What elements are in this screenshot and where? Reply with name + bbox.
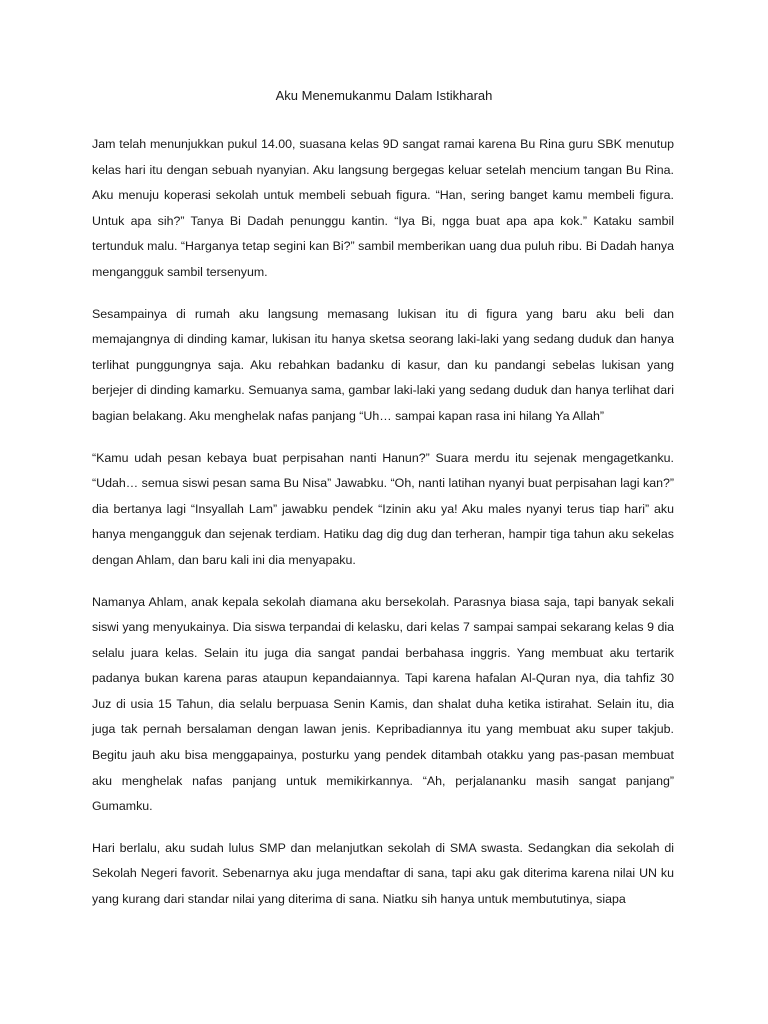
document-body <box>92 132 674 929</box>
paragraph: “Kamu udah pesan kebaya buat perpisahan nanti Hanun?” Suara merdu itu sejenak mengagetkanku. “Udah… semua siswi pesan sama Bu Nisa” Jawabku. “Oh, nanti latihan nyanyi buat perpisahan lagi kan?” dia bertanya lagi “Insyallah Lam” jawabku pendek “Izinin aku ya! Aku males nyanyi terus tiap hari” aku hanya mengangguk dan sejenak terdiam. Hatiku dag dig dug dan terheran, hampir tiga tahun aku sekelas dengan Ahlam, dan baru kali ini dia menyapaku. <box>92 450 674 567</box>
paragraph: Namanya Ahlam, anak kepala sekolah diamana aku bersekolah. Parasnya biasa saja, tapi banyak sekali siswi yang menyukainya. Dia siswa terpandai di kelasku, dari kelas 7 sampai sampai sekarang kelas 9 dia selalu juara kelas. Selain itu juga dia sangat pandai berbahasa inggris. Yang membuat aku tertarik padanya bukan karena paras ataupun kepandaiannya. Tapi karena hafalan Al-Quran nya, dia tahfiz 30 Juz di usia 15 Tahun, dia selalu berpuasa Senin Kamis, dan shalat duha ketika istirahat. Selain itu, dia juga tak pernah bersalaman dengan lawan jenis. Kepribadiannya itu yang membuat aku super takjub. Begitu jauh aku bisa menggapainya, posturku yang pendek ditambah otakku yang pas-pasan membuat aku menghelak nafas panjang untuk memikirkannya. “Ah, perjalananku masih sangat panjang” Gumamku. <box>92 594 674 814</box>
paragraph: Hari berlalu, aku sudah lulus SMP dan melanjutkan sekolah di SMA swasta. Sedangkan dia sekolah di Sekolah Negeri favorit. Sebenarnya aku juga mendaftar di sana, tapi aku gak diterima karena nilai UN ku yang kurang dari standar nilai yang diterima di sana. Niatku sih hanya untuk membututinya, siapa <box>92 840 674 907</box>
document-title: Aku Menemukanmu Dalam Istikharah <box>275 88 493 103</box>
paragraph: Jam telah menunjukkan pukul 14.00, suasana kelas 9D sangat ramai karena Bu Rina guru SBK menutup kelas hari itu dengan sebuah nyanyian. Aku langsung bergegas keluar setelah mencium tangan Bu Rina. Aku menuju koperasi sekolah untuk membeli sebuah figura. “Han, sering banget kamu membeli figura. Untuk apa sih?” Tanya Bi Dadah penunggu kantin. “Iya Bi, ngga buat apa apa kok.” Kataku sambil tertunduk malu. “Harganya tetap segini kan Bi?” sambil memberikan uang dua puluh ribu. Bi Dadah hanya mengangguk sambil tersenyum. <box>92 137 674 279</box>
paragraph: Sesampainya di rumah aku langsung memasang lukisan itu di figura yang baru aku beli dan memajangnya di dinding kamar, lukisan itu hanya sketsa seorang laki-laki yang sedang duduk dan hanya terlihat punggungnya saja. Aku rebahkan badanku di kasur, dan ku pandangi sebelas lukisan yang berjejer di dinding kamarku. Semuanya sama, gambar laki-laki yang sedang duduk dan hanya terlihat dari bagian belakang. Aku menghelak nafas panjang “Uh… sampai kapan rasa ini hilang Ya Allah” <box>92 306 674 423</box>
